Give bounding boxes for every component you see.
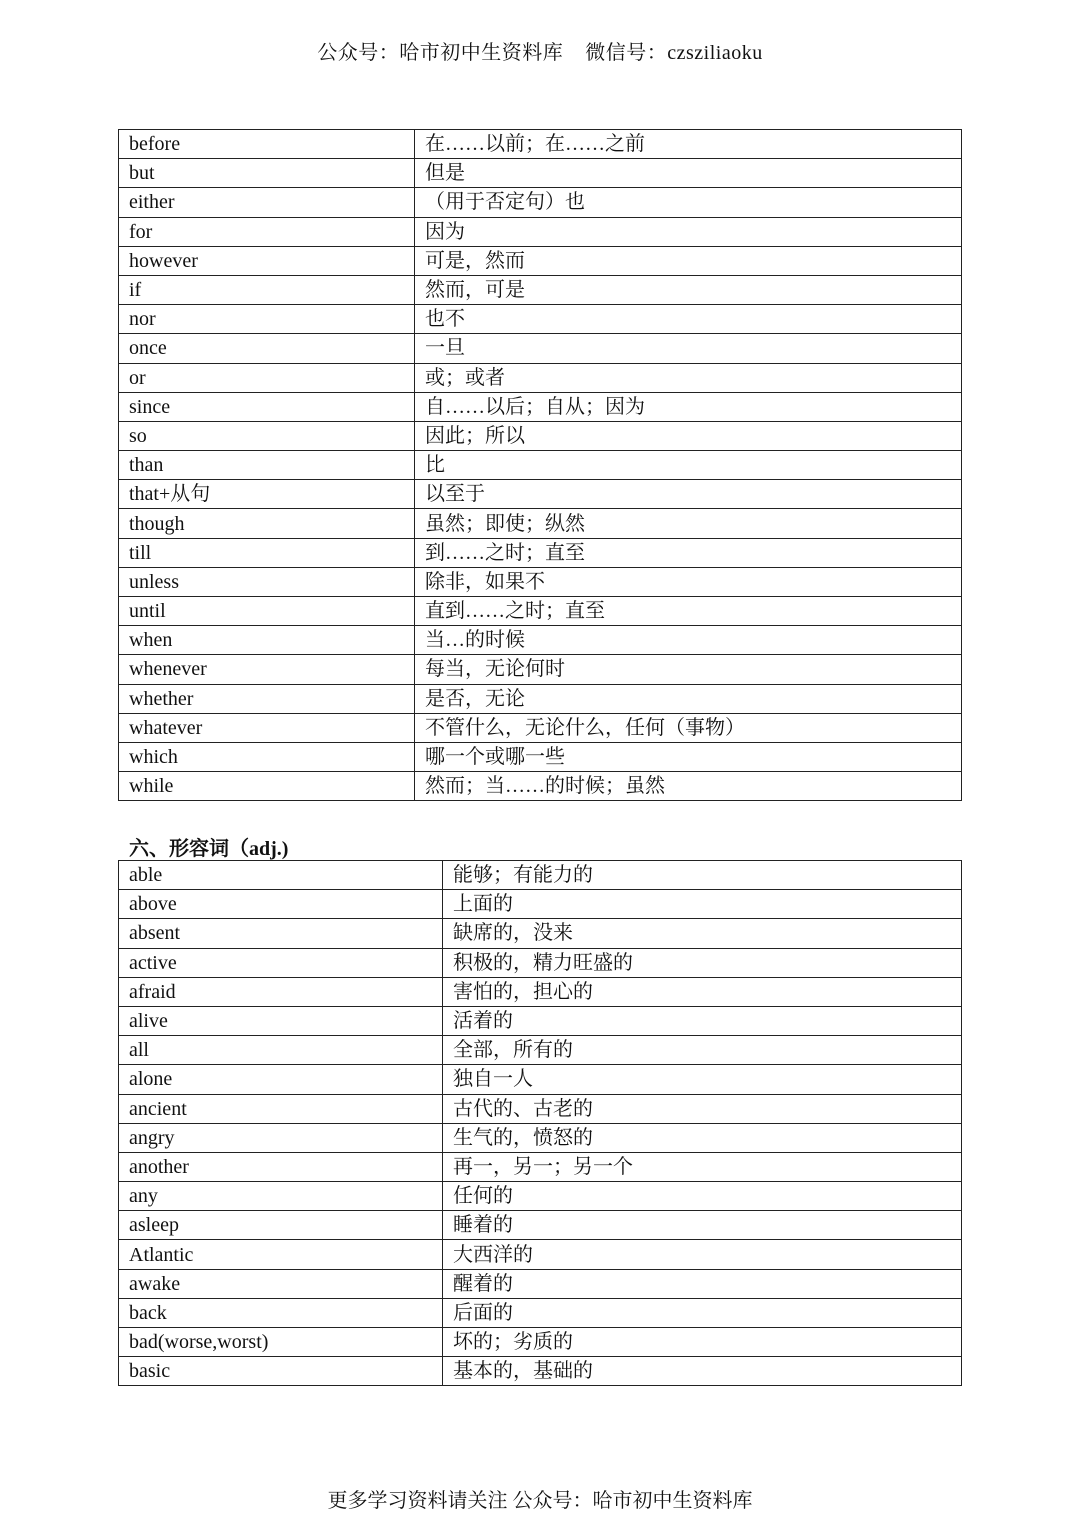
word-cell: basic: [119, 1357, 443, 1386]
meaning-cell: 上面的: [443, 890, 962, 919]
word-cell: absent: [119, 919, 443, 948]
meaning-cell: 在……以前；在……之前: [415, 130, 962, 159]
word-cell: active: [119, 948, 443, 977]
meaning-cell: 后面的: [443, 1298, 962, 1327]
word-cell: angry: [119, 1123, 443, 1152]
word-cell: all: [119, 1036, 443, 1065]
adjective-table-body: [119, 861, 962, 1386]
table-row: [119, 626, 962, 655]
word-cell: since: [119, 392, 415, 421]
meaning-cell: 睡着的: [443, 1211, 962, 1240]
table-row: [119, 246, 962, 275]
meaning-cell: 到……之时；直至: [415, 538, 962, 567]
header-account: 公众号：哈市初中生资料库: [317, 42, 564, 64]
table-row: [119, 1269, 962, 1298]
table-row: [119, 1152, 962, 1181]
word-cell: till: [119, 538, 415, 567]
word-cell: however: [119, 246, 415, 275]
table-row: [119, 567, 962, 596]
word-cell: above: [119, 890, 443, 919]
meaning-cell: 不管什么，无论什么，任何（事物）: [415, 713, 962, 742]
meaning-cell: 活着的: [443, 1006, 962, 1035]
meaning-cell: 哪一个或哪一些: [415, 742, 962, 771]
word-cell: unless: [119, 567, 415, 596]
meaning-cell: 当…的时候: [415, 626, 962, 655]
conjunction-table: [118, 129, 962, 801]
word-cell: whenever: [119, 655, 415, 684]
meaning-cell: 是否，无论: [415, 684, 962, 713]
meaning-cell: 任何的: [443, 1182, 962, 1211]
adjective-table: [118, 860, 962, 1386]
meaning-cell: 因此；所以: [415, 421, 962, 450]
table-row: [119, 861, 962, 890]
table-row: [119, 772, 962, 801]
table-row: [119, 890, 962, 919]
table-row: [119, 1182, 962, 1211]
meaning-cell: 醒着的: [443, 1269, 962, 1298]
word-cell: so: [119, 421, 415, 450]
table-row: [119, 217, 962, 246]
meaning-cell: 坏的；劣质的: [443, 1328, 962, 1357]
meaning-cell: 或；或者: [415, 363, 962, 392]
adjective-section-title: 六、形容词（adj.): [129, 838, 289, 860]
table-row: [119, 1065, 962, 1094]
table-row: [119, 334, 962, 363]
meaning-cell: 再一，另一；另一个: [443, 1152, 962, 1181]
meaning-cell: 自……以后；自从；因为: [415, 392, 962, 421]
word-cell: afraid: [119, 977, 443, 1006]
table-row: [119, 1240, 962, 1269]
table-row: [119, 1298, 962, 1327]
conjunction-table-body: [119, 130, 962, 801]
word-cell: able: [119, 861, 443, 890]
meaning-cell: 每当，无论何时: [415, 655, 962, 684]
meaning-cell: 直到……之时；直至: [415, 597, 962, 626]
meaning-cell: 然而；当……的时候；虽然: [415, 772, 962, 801]
word-cell: but: [119, 159, 415, 188]
meaning-cell: 能够；有能力的: [443, 861, 962, 890]
word-cell: back: [119, 1298, 443, 1327]
word-cell: before: [119, 130, 415, 159]
word-cell: alone: [119, 1065, 443, 1094]
table-row: [119, 538, 962, 567]
word-cell: asleep: [119, 1211, 443, 1240]
table-row: [119, 451, 962, 480]
word-cell: whether: [119, 684, 415, 713]
table-row: [119, 713, 962, 742]
word-cell: either: [119, 188, 415, 217]
header-wechat-id: 微信号：czsziliaoku: [585, 42, 763, 64]
table-row: [119, 480, 962, 509]
meaning-cell: 全部，所有的: [443, 1036, 962, 1065]
word-cell: once: [119, 334, 415, 363]
table-row: [119, 130, 962, 159]
word-cell: alive: [119, 1006, 443, 1035]
table-row: [119, 948, 962, 977]
meaning-cell: 虽然；即使；纵然: [415, 509, 962, 538]
meaning-cell: （用于否定句）也: [415, 188, 962, 217]
word-cell: for: [119, 217, 415, 246]
table-row: [119, 919, 962, 948]
table-row: [119, 421, 962, 450]
meaning-cell: 基本的，基础的: [443, 1357, 962, 1386]
word-cell: any: [119, 1182, 443, 1211]
meaning-cell: 缺席的，没来: [443, 919, 962, 948]
table-row: [119, 363, 962, 392]
word-cell: or: [119, 363, 415, 392]
word-cell: when: [119, 626, 415, 655]
word-cell: nor: [119, 305, 415, 334]
table-row: [119, 1094, 962, 1123]
meaning-cell: 大西洋的: [443, 1240, 962, 1269]
word-cell: Atlantic: [119, 1240, 443, 1269]
word-cell: awake: [119, 1269, 443, 1298]
meaning-cell: 可是，然而: [415, 246, 962, 275]
meaning-cell: 一旦: [415, 334, 962, 363]
word-cell: another: [119, 1152, 443, 1181]
table-row: [119, 159, 962, 188]
meaning-cell: 害怕的，担心的: [443, 977, 962, 1006]
meaning-cell: 但是: [415, 159, 962, 188]
table-row: [119, 305, 962, 334]
table-row: [119, 392, 962, 421]
table-row: [119, 1357, 962, 1386]
meaning-cell: 积极的，精力旺盛的: [443, 948, 962, 977]
word-cell: which: [119, 742, 415, 771]
page-footer: 更多学习资料请关注 公众号：哈市初中生资料库: [327, 1490, 753, 1512]
meaning-cell: 独自一人: [443, 1065, 962, 1094]
word-cell: than: [119, 451, 415, 480]
meaning-cell: 生气的，愤怒的: [443, 1123, 962, 1152]
word-cell: whatever: [119, 713, 415, 742]
table-row: [119, 1006, 962, 1035]
word-cell: ancient: [119, 1094, 443, 1123]
meaning-cell: 除非，如果不: [415, 567, 962, 596]
meaning-cell: 因为: [415, 217, 962, 246]
meaning-cell: 比: [415, 451, 962, 480]
word-cell: that+从句: [119, 480, 415, 509]
word-cell: bad(worse,worst): [119, 1328, 443, 1357]
table-row: [119, 977, 962, 1006]
table-row: [119, 509, 962, 538]
word-cell: until: [119, 597, 415, 626]
table-row: [119, 188, 962, 217]
table-row: [119, 1123, 962, 1152]
table-row: [119, 742, 962, 771]
word-cell: if: [119, 275, 415, 304]
table-row: [119, 275, 962, 304]
meaning-cell: 也不: [415, 305, 962, 334]
page-header: [0, 36, 1080, 65]
meaning-cell: 古代的、古老的: [443, 1094, 962, 1123]
table-row: [119, 684, 962, 713]
table-row: [119, 1328, 962, 1357]
table-row: [119, 655, 962, 684]
table-row: [119, 1211, 962, 1240]
word-cell: though: [119, 509, 415, 538]
meaning-cell: 然而，可是: [415, 275, 962, 304]
table-row: [119, 1036, 962, 1065]
word-cell: while: [119, 772, 415, 801]
table-row: [119, 597, 962, 626]
meaning-cell: 以至于: [415, 480, 962, 509]
